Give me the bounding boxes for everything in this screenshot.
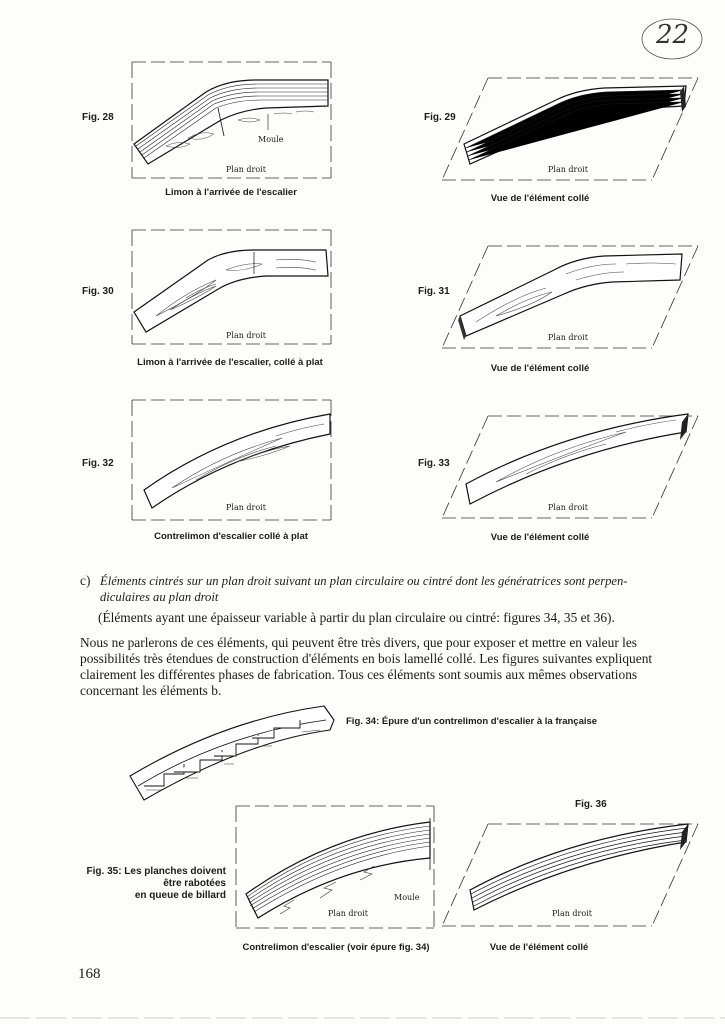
fig32-drawing: [126, 396, 336, 524]
paragraph-line3: clairement les différentes phases de fabrication. Tous ces éléments sont soumis aux mêmes observations: [80, 667, 638, 682]
fig30-inner-text: Plan droit: [226, 331, 266, 340]
fig28-caption: Limon à l'arrivée de l'escalier: [165, 187, 297, 198]
fig36-bottom-caption: Vue de l'élément collé: [489, 942, 589, 953]
fig34-drawing: [124, 700, 344, 810]
fig35-callout: Moule: [394, 893, 420, 902]
fig35-caption-line2: être rabotées: [163, 878, 226, 889]
fig35-drawing: [230, 800, 440, 934]
fig30-drawing: [126, 226, 336, 350]
page-number: 168: [78, 966, 101, 982]
fig35-caption-line1: Fig. 35: Les planches doivent: [86, 866, 226, 877]
fig28-drawing: [126, 58, 336, 183]
section-marker: c): [80, 573, 91, 588]
fig30-label: Fig. 30: [82, 286, 114, 297]
fig32-label: Fig. 32: [82, 458, 114, 469]
fig29-label: Fig. 29: [424, 112, 456, 123]
fig34-caption: Fig. 34: Épure d'un contrelimon d'escalier à la française: [346, 716, 598, 727]
fig33-inner-text: Plan droit: [548, 503, 588, 512]
fig33-caption: Vue de l'élément collé: [490, 532, 590, 543]
fig36-inner-text: Plan droit: [552, 909, 592, 918]
fig31-inner-text: Plan droit: [548, 333, 588, 342]
paragraph-line2: possibilités très étendues de construction d'éléments en bois lamellé collé. Les figures suivantes expliquent: [80, 651, 653, 666]
fig31-drawing: [436, 240, 706, 355]
page-stamp-number: 22: [656, 20, 690, 50]
fig30-caption: Limon à l'arrivée de l'escalier, collé à plat: [137, 357, 323, 368]
fig35-bottom-caption: Contrelimon d'escalier (voir épure fig. 34): [242, 942, 430, 953]
fig28-label: Fig. 28: [82, 112, 114, 123]
fig28-callout: Moule: [258, 135, 284, 144]
fig29-caption: Vue de l'élément collé: [490, 193, 590, 204]
fig33-label: Fig. 33: [418, 458, 450, 469]
fig36-label: Fig. 36: [575, 799, 607, 810]
section-heading-line2: diculaires au plan droit: [100, 590, 219, 604]
fig35-inner-text: Plan droit: [328, 909, 368, 918]
section-heading-line1: Éléments cintrés sur un plan droit suivant un plan circulaire ou cintré dont les génératrices sont perpen-: [100, 574, 628, 588]
fig29-drawing: [436, 72, 706, 187]
fig36-drawing: [436, 818, 706, 933]
paragraph-line4: concernant les éléments b.: [80, 683, 222, 698]
paragraph-line1: Nous ne parlerons de ces éléments, qui peuvent être très divers, que pour exposer et mettre en valeur les: [80, 635, 637, 650]
fig33-drawing: [436, 410, 706, 525]
fig28-inner-text: Plan droit: [226, 165, 266, 174]
fig29-inner-text: Plan droit: [548, 165, 588, 174]
page-stamp: [640, 16, 704, 62]
fig32-inner-text: Plan droit: [226, 503, 266, 512]
fig31-caption: Vue de l'élément collé: [490, 363, 590, 374]
fig31-label: Fig. 31: [418, 286, 450, 297]
paren-note: (Éléments ayant une épaisseur variable à partir du plan circulaire ou cintré: figures 34, 35 et 36).: [98, 610, 615, 625]
fig32-caption: Contrelimon d'escalier collé à plat: [154, 531, 308, 542]
bottom-rule: [0, 1016, 725, 1020]
fig35-caption-line3: en queue de billard: [134, 890, 226, 901]
